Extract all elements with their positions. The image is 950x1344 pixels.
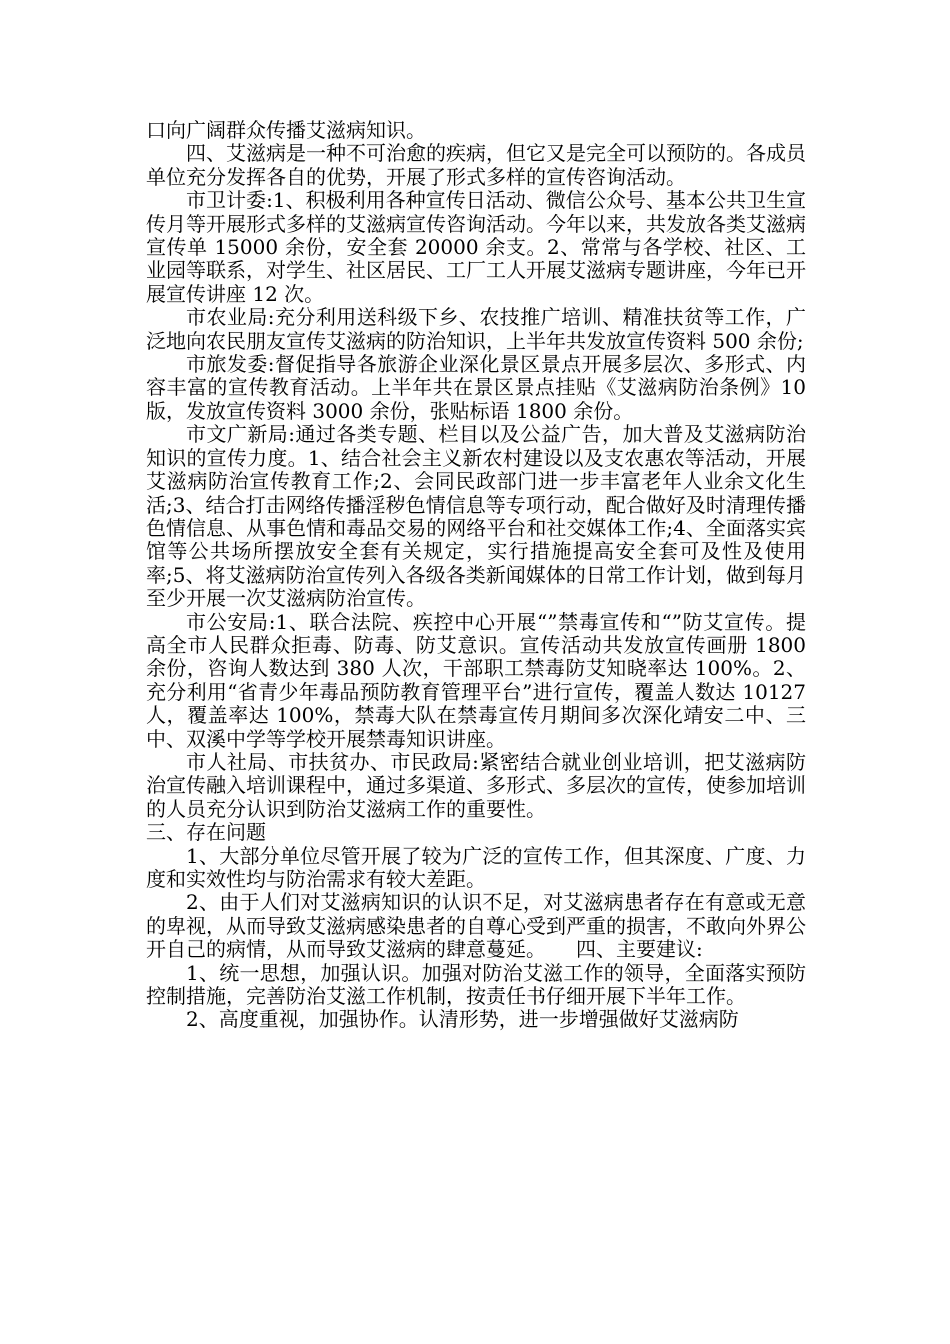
- paragraph-section-four: 四、艾滋病是一种不可治愈的疾病，但它又是完全可以预防的。各成员单位充分发挥各自的优势，开展了形式多样的宣传咨询活动。: [146, 141, 806, 189]
- paragraph-suggestion-1: 1、统一思想，加强认识。加强对防治艾滋工作的领导，全面落实预防控制措施，完善防治艾滋工作机制，按责任书仔细开展下半年工作。: [146, 960, 806, 1009]
- paragraph-continuation: 口向广阔群众传播艾滋病知识。: [146, 118, 426, 142]
- paragraph-suggestion-2: 2、高度重视，加强协作。认清形势，进一步增强做好艾滋病防: [186, 1007, 739, 1032]
- paragraph-culture-bureau: 市文广新局:通过各类专题、栏目以及公益广告，加大普及艾滋病防治知识的宣传力度。1、结合社会主义新农村建设以及支农惠农等活动，开展艾滋病防治宣传教育工作;2、会同民政部门进一步丰富老年人业余文化生活;3、结合打击网络传播淫秽色情信息等专项行动，配合做好及时清理传播色情信息、从事色情和毒品交易的网络平台和社交媒体工作;4、全面落实宾馆等公共场所摆放安全套有关规定，实行措施提高安全套可及性及使用率;5、将艾滋病防治宣传列入各级各类新闻媒体的日常工作计划，做到每月至少开展一次艾滋病防治宣传。: [146, 422, 806, 611]
- paragraph-health-commission: 市卫计委:1、积极利用各种宣传日活动、微信公众号、基本公共卫生宣传月等开展形式多样的艾滋病宣传咨询活动。今年以来，共发放各类艾滋病宣传单 15000 余份，安全套 20000 余支。2、常常与各学校、社区、工业园等联系，对学生、社区居民、工厂工人开展艾滋病专题讲座，今年已开展宣传讲座 12 次。: [146, 188, 806, 306]
- paragraph-hr-bureau: 市人社局、市扶贫办、市民政局:紧密结合就业创业培训，把艾滋病防治宣传融入培训课程中，通过多渠道、多形式、多层次的宣传，使参加培训的人员充分认识到防治艾滋病工作的重要性。: [146, 749, 806, 821]
- paragraph-public-security: 市公安局:1、联合法院、疾控中心开展“”禁毒宣传和“”防艾宣传。提高全市人民群众拒毒、防毒、防艾意识。宣传活动共发放宣传画册 1800 余份，咨询人数达到 380 人次，干部职工禁毒防艾知晓率达 100%。2、充分利用“省青少年毒品预防教育管理平台”进行宣传，覆盖人数达 10127 人，覆盖率达 100%，禁毒大队在禁毒宣传月期间多次深化靖安二中、三中、双溪中学等学校开展禁毒知识讲座。: [146, 609, 806, 751]
- paragraph-problem-1: 1、大部分单位尽管开展了较为广泛的宣传工作，但其深度、广度、力度和实效性均与防治需求有较大差距。: [146, 843, 806, 891]
- paragraph-problem-2: 2、由于人们对艾滋病知识的认识不足，对艾滋病患者存在有意或无意的卑视，从而导致艾滋病感染患者的自尊心受到严重的损害，不敢向外界公开自己的病情，从而导致艾滋病的肆意蔓延。 四、主要建议:: [146, 890, 806, 962]
- document-body: [146, 119, 806, 1032]
- paragraph-agriculture-bureau: 市农业局:充分利用送科级下乡、农技推广培训、精准扶贫等工作，广泛地向农民朋友宣传艾滋病的防治知识，上半年共发放宣传资料 500 余份;: [146, 305, 806, 353]
- section-heading-problems: 三、存在问题: [146, 820, 266, 845]
- paragraph-tourism-commission: 市旅发委:督促指导各旅游企业深化景区景点开展多层次、多形式、内容丰富的宣传教育活动。上半年共在景区景点挂贴《艾滋病防治条例》10 版，发放宣传资料 3000 余份，张贴标语 1800 余份。: [146, 352, 806, 423]
